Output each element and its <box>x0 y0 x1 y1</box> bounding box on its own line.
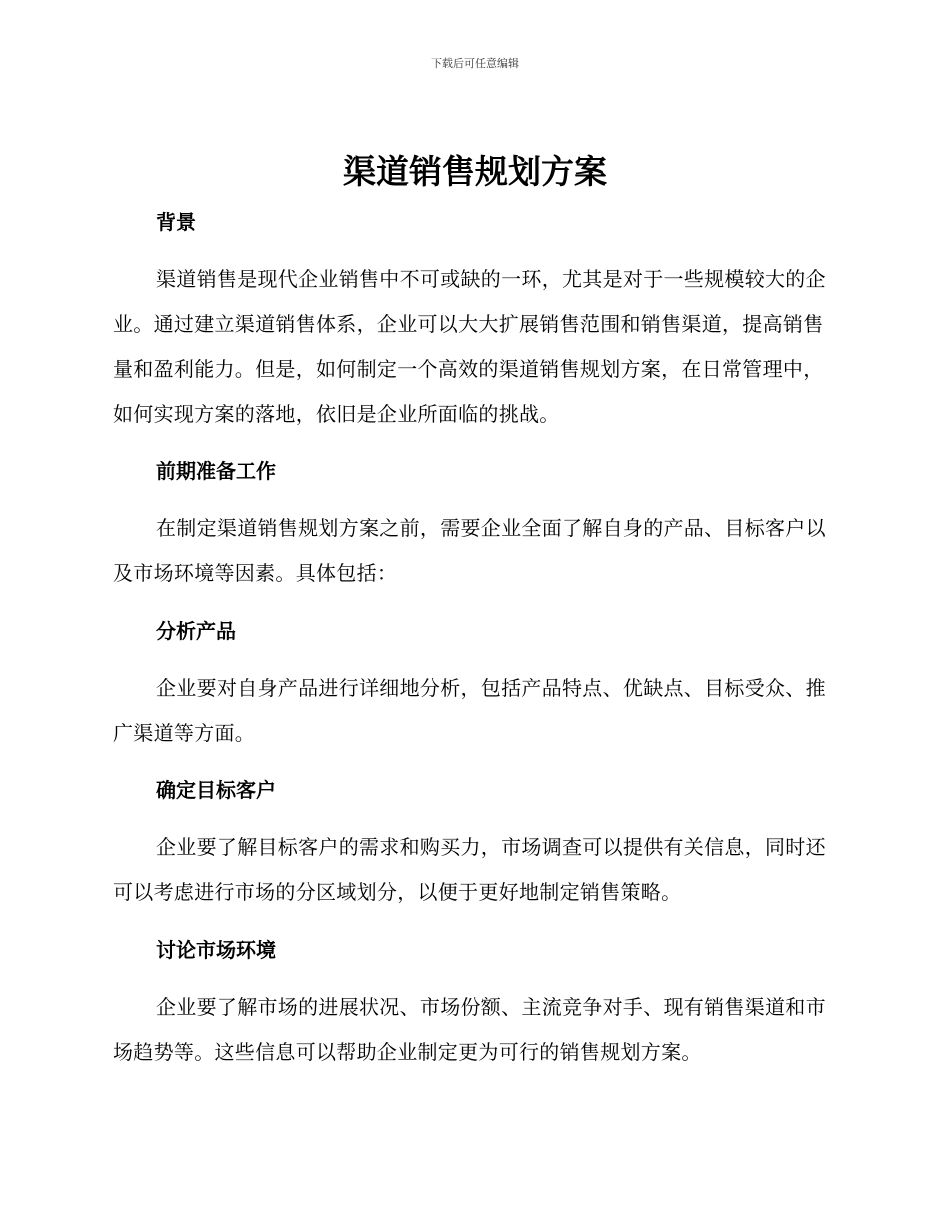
document-title: 渠道销售规划方案 <box>343 152 607 191</box>
section-paragraph-background: 渠道销售是现代企业销售中不可或缺的一环，尤其是对于一些规模较大的企业。通过建立渠道销售体系，企业可以大大扩展销售范围和销售渠道，提高销售量和盈利能力。但是，如何制定一个高效的渠道销售规划方案，在日常管理中，如何实现方案的落地，依旧是企业所面临的挑战。 <box>113 267 826 426</box>
section-paragraph-analyze-product: 企业要对自身产品进行详细地分析，包括产品特点、优缺点、目标受众、推广渠道等方面。 <box>113 676 826 745</box>
section-heading-market-environment: 讨论市场环境 <box>156 938 276 962</box>
section-heading-analyze-product: 分析产品 <box>156 619 236 643</box>
page-header-note: 下载后可任意编辑 <box>431 57 519 70</box>
section-heading-target-customers: 确定目标客户 <box>156 778 276 802</box>
section-paragraph-preparation: 在制定渠道销售规划方案之前，需要企业全面了解自身的产品、目标客户以及市场环境等因素。具体包括： <box>113 516 826 585</box>
section-heading-preparation: 前期准备工作 <box>156 459 276 483</box>
section-paragraph-target-customers: 企业要了解目标客户的需求和购买力，市场调查可以提供有关信息，同时还可以考虑进行市场的分区域划分，以便于更好地制定销售策略。 <box>113 835 826 904</box>
section-heading-background: 背景 <box>156 210 196 234</box>
section-paragraph-market-environment: 企业要了解市场的进展状况、市场份额、主流竞争对手、现有销售渠道和市场趋势等。这些信息可以帮助企业制定更为可行的销售规划方案。 <box>113 995 826 1064</box>
